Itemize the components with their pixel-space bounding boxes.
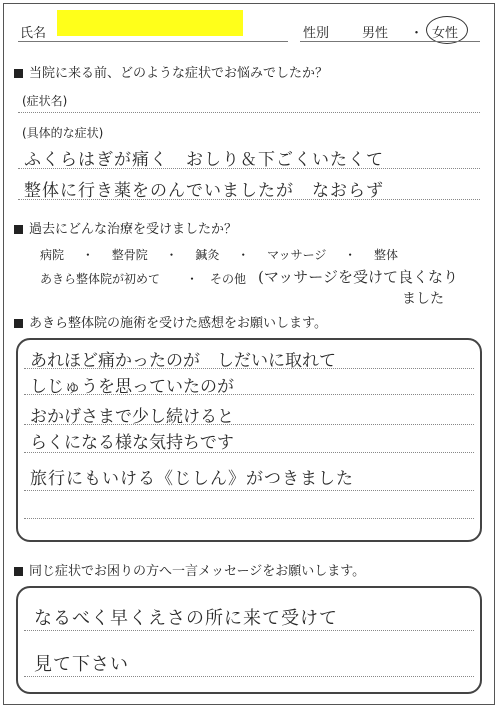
option-massage: マッサージ [267, 248, 327, 262]
q4-rule-1 [24, 630, 474, 631]
q3-line-3: おかげさまで少し続けると [30, 407, 234, 427]
name-underline [18, 41, 288, 42]
gender-underline [300, 41, 480, 42]
gender-separator: ・ [410, 26, 424, 41]
q2-heading: 過去にどんな治療を受けましたか？ [14, 218, 237, 237]
symptom-name-label: (症状名) [22, 94, 68, 108]
q3-rule-4 [24, 452, 474, 453]
q1-handwritten-line-1: ふくらはぎが痛く おしり＆下ごくいたくて [24, 150, 384, 170]
symptom-detail-label: (具体的な症状) [22, 126, 104, 140]
q3-line-4: らくになる様な気持ちです [30, 433, 234, 453]
q3-rule-2 [24, 394, 474, 395]
square-bullet-icon [14, 225, 23, 234]
q3-line-1: あれほど痛かったのが しだいに取れて [30, 351, 336, 371]
q4-heading: 同じ症状でお困りの方へ一言メッセージをお願いします。 [14, 560, 365, 579]
q3-line-5: 旅行にもいける《じしん》がつきました [30, 469, 354, 489]
option-acupuncture: 鍼灸 [195, 248, 220, 262]
q2-option-row: 病院 ・ 整骨院 ・ 鍼灸 ・ マッサージ ・ 整体 [40, 248, 399, 262]
option-seikotsuin: 整骨院 [111, 248, 148, 262]
female-selected-circle [426, 16, 468, 44]
gender-male: 男性 [362, 26, 389, 41]
q3-rule-5 [24, 490, 474, 491]
square-bullet-icon [14, 69, 23, 78]
square-bullet-icon [14, 567, 23, 576]
option-separator: ・ [186, 272, 199, 286]
name-label: 氏名 [20, 26, 47, 41]
option-first-time: あきら整体院が初めて [40, 272, 161, 286]
q1-heading: 当院に来る前、どのような症状でお悩みでしたか？ [14, 62, 328, 81]
q4-line-2: 見て下さい [34, 654, 129, 675]
symptom-name-line [18, 112, 480, 113]
q3-rule-3 [24, 424, 474, 425]
redacted-name-highlight [57, 10, 243, 36]
other-handwritten-2: ました [402, 291, 444, 307]
q1-line-2 [18, 199, 480, 200]
q4-rule-2 [24, 676, 474, 677]
q3-heading: あきら整体院の施術を受けた感想をお願いします。 [14, 312, 327, 331]
option-hospital: 病院 [40, 248, 65, 262]
q3-rule-1 [24, 368, 474, 369]
gender-female: 女性 [432, 26, 459, 41]
q3-rule-6 [24, 518, 474, 519]
q4-answer-box [16, 586, 482, 694]
gender-label: 性別 [303, 26, 330, 41]
q4-line-1: なるべく早くえさの所に来て受けて [34, 608, 338, 629]
q1-handwritten-line-2: 整体に行き薬をのんでいましたが なおらず [24, 181, 384, 201]
square-bullet-icon [14, 319, 23, 328]
q3-line-2: しじゅうを思っていたのが [30, 377, 234, 397]
option-seitai: 整体 [374, 248, 399, 262]
q1-line-1 [18, 168, 480, 169]
other-handwritten-1: (マッサージを受けて良くなり [258, 268, 458, 286]
option-other: その他 [210, 272, 247, 286]
